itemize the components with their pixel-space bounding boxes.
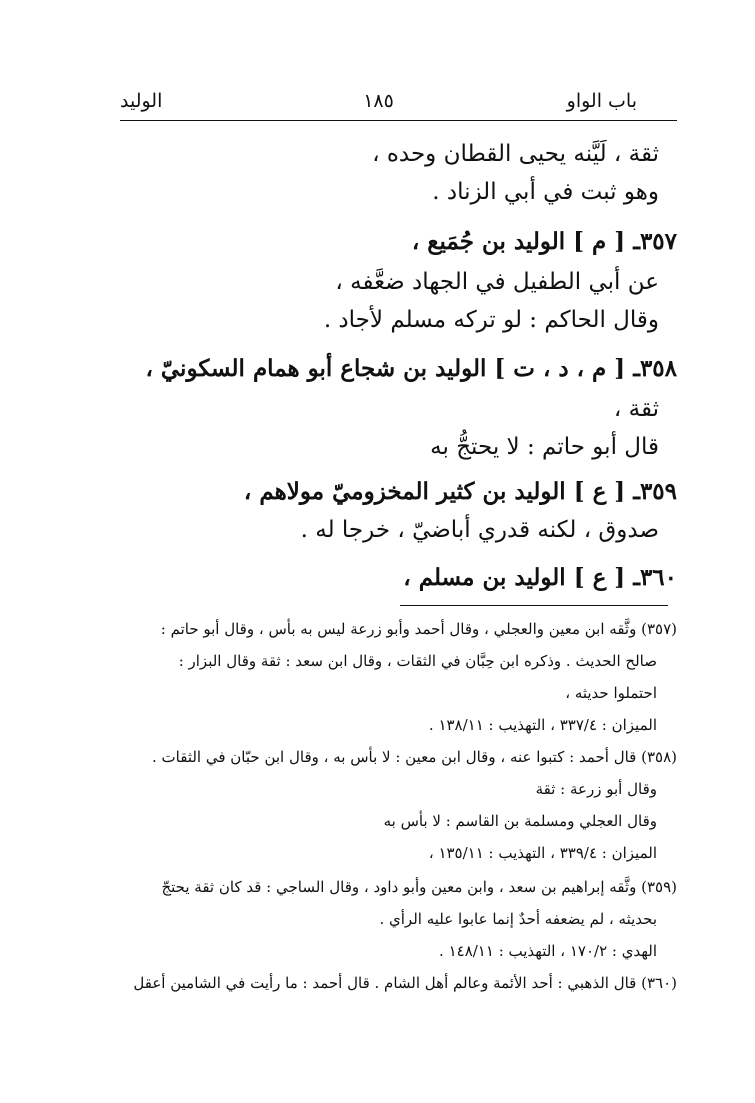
text-line: وهو ثبت في أبي الزناد . bbox=[432, 179, 659, 205]
footnote-reference: الميزان : ٣٣٧/٤ ، التهذيب : ١٣٨/١١ . bbox=[428, 716, 657, 734]
text-line: صدوق ، لكنه قدري أباضيّ ، خرجا له . bbox=[300, 517, 659, 543]
entry-heading: ٣٥٨ـ [ م ، د ، ت ] الوليد بن شجاع أبو همام السكونيّ ، bbox=[145, 355, 677, 382]
entry-heading: ٣٥٧ـ [ م ] الوليد بن جُمَيع ، bbox=[411, 228, 677, 255]
footnote-line: بحديثه ، لم يضعفه أحدٌ إنما عابوا عليه الرأي . bbox=[379, 910, 657, 928]
footnote-line: (٣٥٧) وثَّقه ابن معين والعجلي ، وقال أحمد وأبو زرعة ليس به بأس ، وقال أبو حاتم : bbox=[160, 620, 677, 638]
chapter-title: باب الواو bbox=[566, 90, 637, 112]
entry-heading: ٣٦٠ـ [ ع ] الوليد بن مسلم ، bbox=[403, 564, 677, 591]
footnote-separator bbox=[400, 605, 668, 606]
footnote-reference: الهدي : ١٧٠/٢ ، التهذيب : ١٤٨/١١ . bbox=[439, 942, 657, 960]
text-line: عن أبي الطفيل في الجهاد ضعَّفه ، bbox=[335, 269, 659, 295]
footnote-line: (٣٦٠) قال الذهبي : أحد الأئمة وعالم أهل الشام . قال أحمد : ما رأيت في الشامين أعقل bbox=[133, 974, 677, 992]
entry-heading: ٣٥٩ـ [ ع ] الوليد بن كثير المخزوميّ مولاهم ، bbox=[243, 478, 677, 505]
footnote-reference: الميزان : ٣٣٩/٤ ، التهذيب : ١٣٥/١١ ، bbox=[428, 844, 657, 862]
footnote-line: صالح الحديث . وذكره ابن حِبَّان في الثقات ، وقال ابن سعد : ثقة وقال البزار : bbox=[178, 652, 657, 670]
text-line: ثقة ، bbox=[613, 396, 659, 422]
text-line: قال أبو حاتم : لا يحتجُّ به bbox=[430, 434, 659, 460]
text-line: وقال الحاكم : لو تركه مسلم لأجاد . bbox=[323, 307, 659, 333]
page-header bbox=[120, 86, 637, 116]
footnote-line: (٣٥٩) وثَّقه إبراهيم بن سعد ، وابن معين وأبو داود ، وقال الساجي : قد كان ثقة يحتجّ bbox=[161, 878, 677, 896]
page-number: ١٨٥ bbox=[363, 90, 394, 112]
footnote-line: (٣٥٨) قال أحمد : كتبوا عنه ، وقال ابن معين : لا بأس به ، وقال ابن حبّان في الثقات . bbox=[152, 748, 677, 766]
running-title: الوليد bbox=[120, 90, 163, 112]
footnote-line: وقال أبو زرعة : ثقة bbox=[535, 780, 657, 798]
header-rule bbox=[120, 120, 677, 121]
text-line: ثقة ، لَيَّنه يحيى القطان وحده ، bbox=[372, 141, 659, 167]
footnote-line: احتملوا حديثه ، bbox=[565, 684, 657, 702]
footnote-line: وقال العجلي ومسلمة بن القاسم : لا بأس به bbox=[383, 812, 657, 830]
